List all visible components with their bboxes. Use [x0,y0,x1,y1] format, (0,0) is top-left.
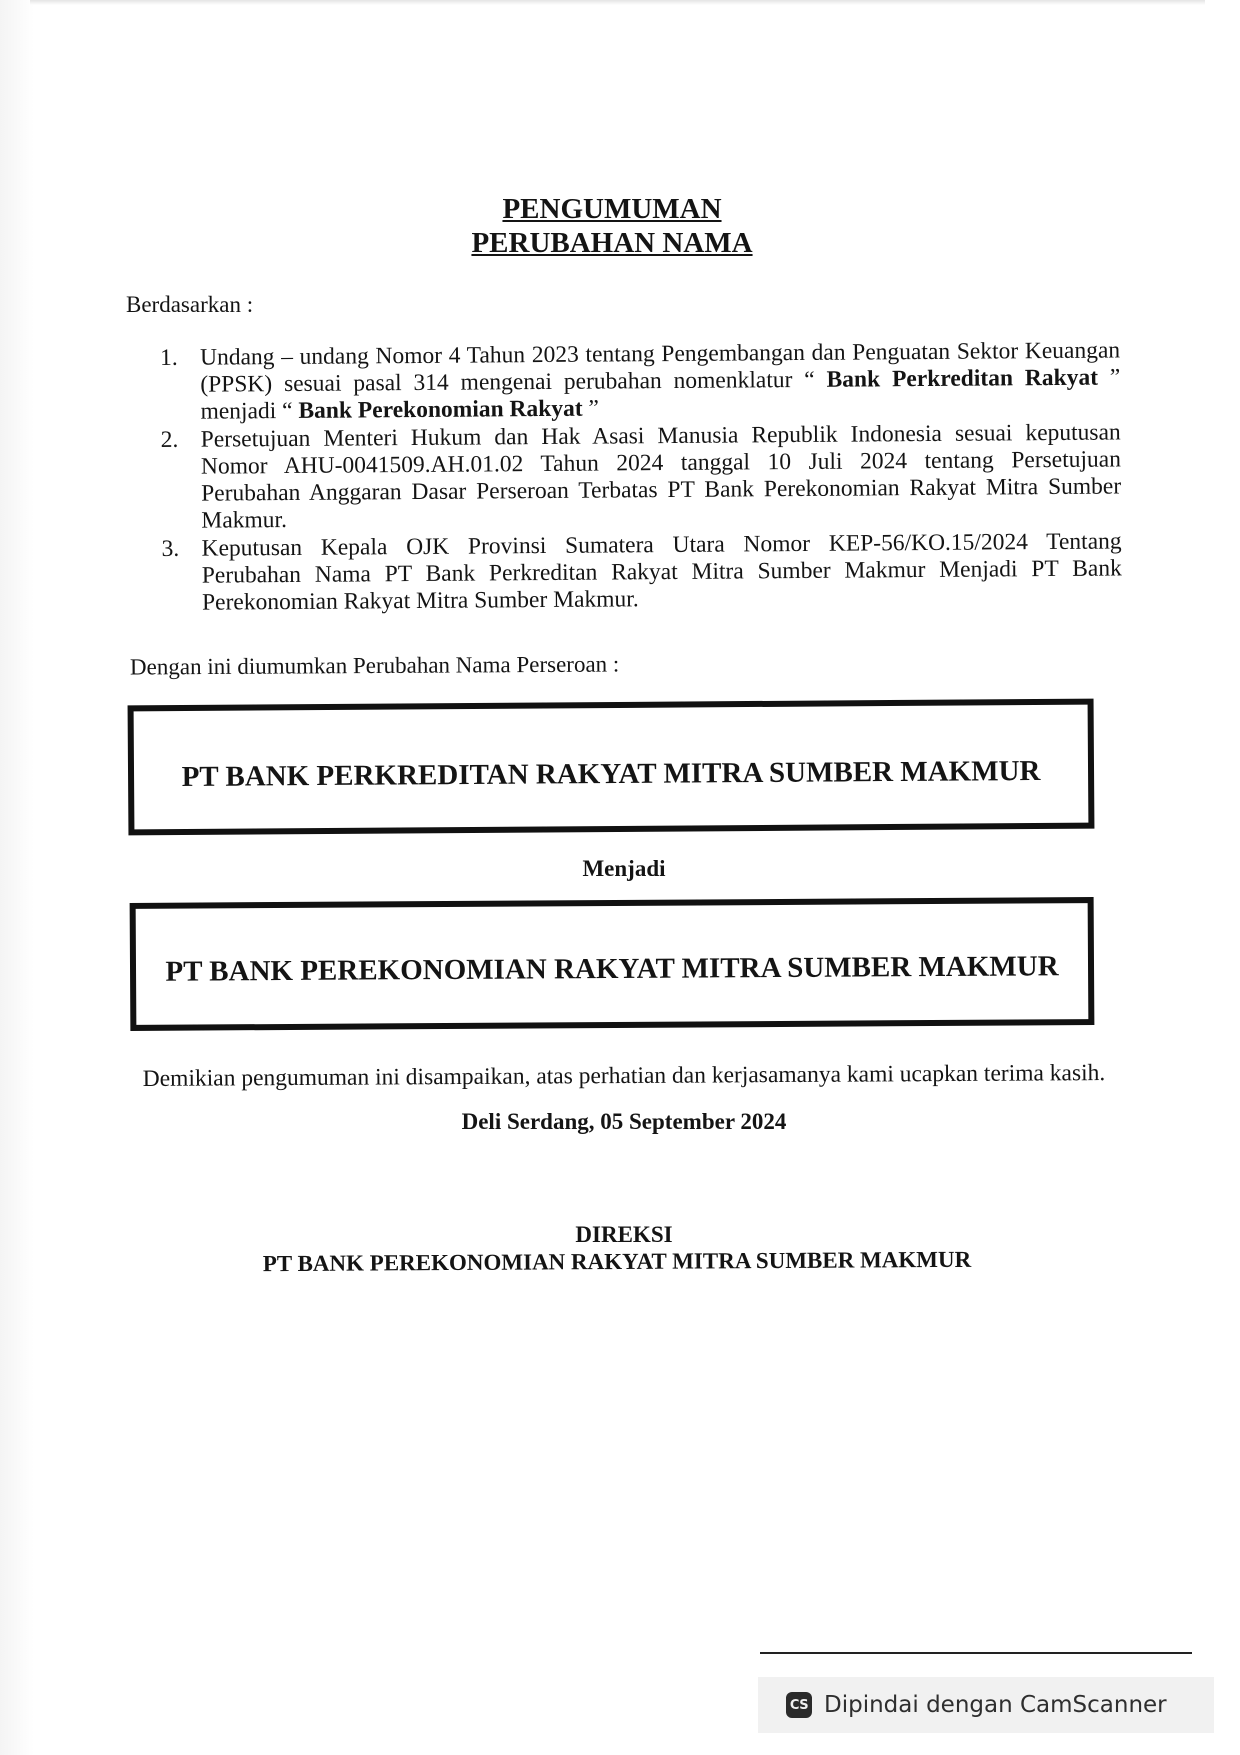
list-item-number: 3. [161,535,180,562]
old-company-name: PT BANK PERKREDITAN RAKYAT MITRA SUMBER MAKMUR [181,755,1041,793]
list-item [161,419,1122,535]
list-item-text: Keputusan Kepala OJK Provinsi Sumatera Utara Nomor KEP-56/KO.15/2024 Tentang Perubahan Nama PT Bank Perkreditan Rakyat Mitra Sumber Makmur Menjadi PT Bank Perekonomian Rakyat Mitra Sumber Makmur. [201,528,1122,616]
new-company-name: PT BANK PEREKONOMIAN RAKYAT MITRA SUMBER MAKMUR [165,950,1059,988]
list-item-text: Undang – undang Nomor 4 Tahun 2023 tentang Pengembangan dan Penguatan Sektor Keuangan (PPSK) sesuai pasal 314 mengenai perubahan nomenklatur “ [199,337,1121,398]
document-subtitle: PERUBAHAN NAMA [471,227,753,259]
list-item [162,528,1123,617]
place-and-date: Deli Serdang, 05 September 2024 [461,1109,787,1134]
scan-top-edge [30,0,1205,5]
list-item-text: ” menjadi “ [200,364,1121,425]
signatory-title: DIREKSI [575,1222,673,1247]
list-item-text: Persetujuan Menteri Hukum dan Hak Asasi Manusia Republik Indonesia sesuai keputusan Nomor AHU-0041509.AH.01.02 Tahun 2024 tanggal 10 Juli 2024 tentang Persetujuan Perubahan Anggaran Dasar Perseroan Terbatas PT Bank Perekonomian Rakyat Mitra Sumber Makmur. [200,419,1122,534]
closing-statement: Demikian pengumuman ini disampaikan, atas perhatian dan kerjasamanya kami ucapkan terima kasih. [142,1060,1106,1092]
divider-line [760,1652,1192,1654]
list-item [160,337,1121,426]
signatory-company: PT BANK PEREKONOMIAN RAKYAT MITRA SUMBER MAKMUR [262,1246,972,1277]
new-name-box [130,897,1095,1031]
camscanner-watermark [758,1677,1214,1733]
list-item-bold-term: Bank Perekonomian Rakyat [298,395,583,424]
list-item-bold-term: Bank Perkreditan Rakyat [826,364,1099,393]
announcement-text: Dengan ini diumumkan Perubahan Nama Perseroan : [129,651,620,680]
list-item-number: 1. [160,344,178,371]
list-item-number: 2. [160,426,179,453]
legal-basis-list [160,337,1122,618]
watermark-text: Dipindai dengan CamScanner [824,1692,1167,1718]
intro-label: Berdasarkan : [126,292,254,317]
camscanner-logo-icon: CS [786,1692,812,1718]
connector-label: Menjadi [582,856,666,881]
list-item-text: ” [588,395,600,422]
old-name-box [128,699,1095,836]
document-title: PENGUMUMAN [502,193,722,225]
